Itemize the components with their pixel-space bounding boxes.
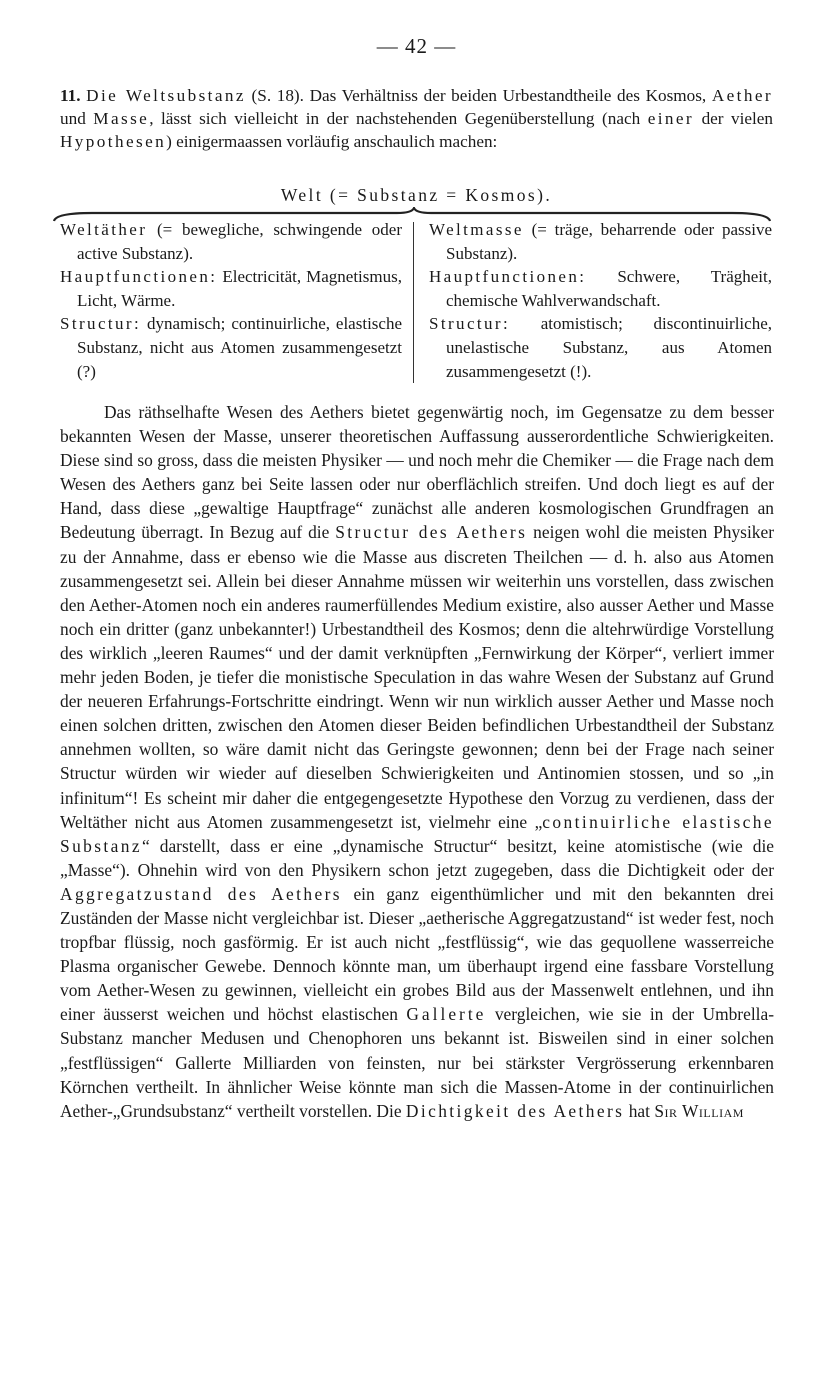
intro-text: und xyxy=(60,109,94,128)
body-text-run: Das räthselhafte Wesen des Aethers bietet gegenwärtig noch, im Gegensatze zu dem besser bekannten Wesen der Masse, unserer theoretischen Auffassung ausserordentliche Schwierigkeiten. Diese sind so gross, dass die meisten Physiker — und noch mehr die Chemiker — die Frage nach dem Wesen des Aethers ganz bei Seite lassen oder nur oberflächlich streifen. Und doch liegt es auf der Hand, dass diese „gewaltige Hauptfrage“ zunächst alle anderen kosmologischen Grundfragen an Bedeutung überragt. In Bezug auf die xyxy=(60,402,774,543)
spaced-term: Gallerte xyxy=(406,1004,487,1025)
right-entry xyxy=(429,218,772,265)
body-text-run: ein ganz eigenthümlicher und mit den bekannten drei Zuständen der Masse nicht vergleichbar ist. Dieser „aetherische Aggregatzustand“ ist weder fest, noch tropfbar flüssig, noch gasförmig. Er ist auch nicht „festflüssig“, wie das gequollene wasserreiche Plasma organischer Gewebe. Dennoch könnte man, um überhaupt irgend eine fassbare Vorstellung vom Aether-Wesen zu gewinnen, vielleicht ein grobes Bild aus der Massenwelt entlehnen, und ihn einer äusserst weichen und höchst elastischen xyxy=(60,883,774,1025)
left-column xyxy=(60,218,402,383)
right-entry xyxy=(429,312,772,383)
term-masse: Masse xyxy=(93,109,150,128)
entry-text: dynamisch; continuirliche, elastische Substanz, nicht aus Atomen zusammengesetzt (?) xyxy=(77,314,402,381)
spaced-term: Structur des Aethers xyxy=(335,522,528,543)
intro-text: ) einigermaassen vorläufig anschaulich machen: xyxy=(166,132,498,151)
entry-label: Hauptfunctionen: xyxy=(429,267,587,287)
left-entry xyxy=(60,218,402,265)
term-aether: Aether xyxy=(711,86,774,105)
section-number: 11. xyxy=(60,86,81,105)
entry-label: Weltäther xyxy=(60,220,148,239)
left-entry xyxy=(60,312,402,383)
body-text-run: vergleichen, wie sie in der Umbrella-Substanz mancher Medusen und Chenophoren uns bekannt ist. Bisweilen sind in einer solchen „festflüssigen“ Gallerte Milliarden von feinsten, nur bei stärkster Vergrösserung erkennbaren Körnchen vertheilt. In ähnlicher Weise könnte man sich die Massen-Atome in der continuirlichen Aether-„Grundsubstanz“ vertheilt vorstellen. Die xyxy=(60,1004,774,1121)
intro-text: der vielen xyxy=(694,109,774,128)
body-text-run: “ darstellt, dass er eine „dynamische Structur“ besitzt, keine atomistische (wie die „Masse“). Ohnehin wird von den Physikern schon jetzt zugegeben, dass die Dichtigkeit oder der xyxy=(60,835,774,880)
intro-text: (S. 18). Das Verhältniss der beiden Urbestandtheile des Kosmos, xyxy=(245,86,712,105)
body-paragraph xyxy=(60,400,774,1123)
spaced-term: continuirliche elastische Substanz xyxy=(60,811,775,856)
entry-text: Electricität, Magnetismus, Licht, Wärme. xyxy=(77,267,402,310)
body-text-run: hat xyxy=(624,1100,655,1121)
term-hypothesen: Hypothesen xyxy=(60,132,167,151)
entry-label: Hauptfunctionen: xyxy=(60,267,218,287)
entry-text: (= träge, beharrende oder passive Substanz). xyxy=(446,220,772,263)
term-einer: einer xyxy=(647,109,695,128)
column-divider xyxy=(413,222,414,383)
right-column xyxy=(429,218,772,383)
section-intro xyxy=(60,84,773,153)
entry-text: (= bewegliche, schwingende oder active Substanz). xyxy=(77,220,402,263)
right-entry xyxy=(429,265,772,312)
entry-text: Schwere, Trägheit, chemische Wahlverwandschaft. xyxy=(446,267,772,310)
page-number: — 42 — xyxy=(376,34,457,58)
entry-text: atomistisch; discontinuirliche, unelastische Substanz, aus Atomen zusammengesetzt (!). xyxy=(446,314,772,381)
section-title: Die Weltsubstanz xyxy=(86,86,246,105)
spaced-term: Dichtigkeit des Aethers xyxy=(405,1100,625,1121)
spaced-term: Aggregatzustand des Aethers xyxy=(60,883,342,904)
formula-heading: Welt (= Substanz = Kosmos). xyxy=(280,185,553,205)
entry-label: Structur: xyxy=(429,314,511,334)
left-entry xyxy=(60,265,402,312)
entry-label: Structur: xyxy=(60,314,142,334)
entry-label: Weltmasse xyxy=(429,220,524,239)
intro-text: , lässt sich vielleicht in der nachstehenden Gegenüberstellung (nach xyxy=(149,109,648,128)
main-text xyxy=(60,400,774,1123)
author-name: Sir William xyxy=(654,1100,744,1121)
body-text-run: neigen wohl die meisten Physiker zu der Annahme, dass er ebenso wie die Masse aus discreten Theilchen — d. h. also aus Atomen zusammengesetzt sei. Allein bei dieser Annahme müssen wir weiterhin uns vorstellen, dass zwischen den Aether-Atomen noch ein anderes raumerfüllendes Medium existire, also ausser Aether und Masse noch ein dritter (ganz unbekannter!) Urbestandtheil des Kosmos; denn die altehrwürdige Vorstellung des wirklich „leeren Raumes“ und der damit verknüpften „Fernwirkung der Körper“, verliert immer mehr jeden Boden, je tiefer die monistische Speculation in das wahre Wesen der Substanz auf Grund der neueren Erfahrungs-Fortschritte eindringt. Wenn wir nun wirklich ausser Aether und Masse noch einen solchen dritten, zwischen den Atomen dieser Beiden befindlichen Urbestandtheil der Substanz annehmen wollten, so wäre damit nicht das Geringste gewonnen; denn bei der Frage nach seiner Structur würden wir wieder auf dieselben Schwierigkeiten und Antinomien stossen, und so „in infinitum“! Es scheint mir daher die entgegengesetzte Hypothese den Vorzug zu verdienen, dass der Weltäther nicht aus Atomen zusammengesetzt ist, vielmehr eine „ xyxy=(60,522,774,832)
